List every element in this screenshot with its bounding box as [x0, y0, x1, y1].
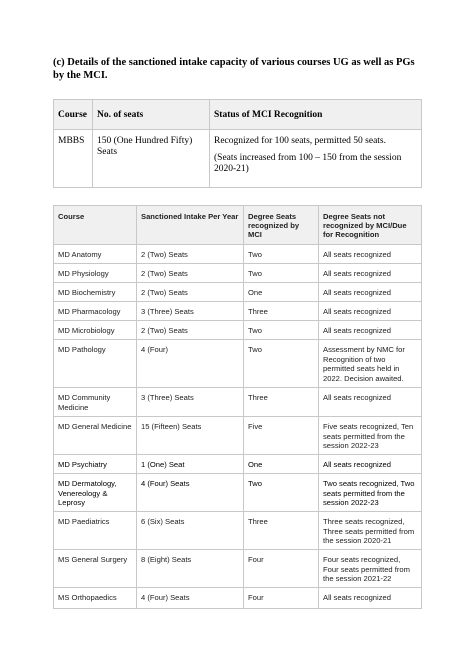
recognized-cell: Two — [244, 340, 319, 388]
table-row — [54, 321, 422, 340]
table-row — [54, 455, 422, 474]
not-recognized-cell: Two seats recognized, Two seats permitted from the session 2022-23 — [319, 474, 422, 512]
table-row — [54, 283, 422, 302]
table-row — [54, 130, 422, 188]
seats-cell: 150 (One Hundred Fifty) Seats — [93, 130, 210, 188]
intake-cell: 1 (One) Seat — [137, 455, 244, 474]
intake-cell: 2 (Two) Seats — [137, 264, 244, 283]
course-cell: MD Psychiatry — [54, 455, 137, 474]
course-cell: MD Physiology — [54, 264, 137, 283]
recognized-cell: Five — [244, 417, 319, 455]
column-header-seats: No. of seats — [93, 100, 210, 130]
recognized-cell: Two — [244, 245, 319, 264]
table-row — [54, 417, 422, 455]
status-cell — [210, 130, 422, 188]
course-cell: MD Pathology — [54, 340, 137, 388]
table-row — [54, 588, 422, 609]
course-cell: MD General Medicine — [54, 417, 137, 455]
intake-cell: 4 (Four) Seats — [137, 588, 244, 609]
recognized-cell: One — [244, 283, 319, 302]
recognized-cell: Three — [244, 302, 319, 321]
not-recognized-cell: All seats recognized — [319, 302, 422, 321]
course-cell: MS Orthopaedics — [54, 588, 137, 609]
recognized-cell: Four — [244, 550, 319, 588]
course-cell: MBBS — [54, 130, 93, 188]
course-cell: MD Paediatrics — [54, 512, 137, 550]
intake-cell: 3 (Three) Seats — [137, 388, 244, 417]
recognized-cell: Four — [244, 588, 319, 609]
column-header-course: Course — [54, 206, 137, 245]
course-cell: MD Community Medicine — [54, 388, 137, 417]
intake-cell: 2 (Two) Seats — [137, 245, 244, 264]
course-cell: MD Microbiology — [54, 321, 137, 340]
not-recognized-cell: Three seats recognized, Three seats permitted from the session 2020-21 — [319, 512, 422, 550]
course-cell: MD Anatomy — [54, 245, 137, 264]
status-line: Recognized for 100 seats, permitted 50 seats. — [214, 136, 387, 146]
recognized-cell: Two — [244, 264, 319, 283]
table-row — [54, 388, 422, 417]
table-row — [54, 512, 422, 550]
column-header-recognized: Degree Seats recognized by MCI — [244, 206, 319, 245]
recognized-cell: Two — [244, 474, 319, 512]
intake-cell: 2 (Two) Seats — [137, 321, 244, 340]
not-recognized-cell: All seats recognized — [319, 388, 422, 417]
column-header-sanctioned-intake: Sanctioned Intake Per Year — [137, 206, 244, 245]
status-note: (Seats increased from 100 – 150 from the session 2020-21) — [214, 153, 402, 174]
intake-cell: 6 (Six) Seats — [137, 512, 244, 550]
table-row — [54, 340, 422, 388]
not-recognized-cell: Assessment by NMC for Recognition of two permitted seats held in 2022. Decision awaited. — [319, 340, 422, 388]
intake-cell: 3 (Three) Seats — [137, 302, 244, 321]
intake-cell: 15 (Fifteen) Seats — [137, 417, 244, 455]
section-heading: (c) Details of the sanctioned intake capacity of various courses UG as well as PGs by the MCI. — [53, 57, 415, 81]
not-recognized-cell: All seats recognized — [319, 264, 422, 283]
not-recognized-cell: Five seats recognized, Ten seats permitted from the session 2022-23 — [319, 417, 422, 455]
recognized-cell: Three — [244, 388, 319, 417]
intake-cell: 4 (Four) Seats — [137, 474, 244, 512]
not-recognized-cell: Four seats recognized, Four seats permitted from the session 2021-22 — [319, 550, 422, 588]
table-row — [54, 474, 422, 512]
table-header-row — [54, 206, 422, 245]
intake-cell: 8 (Eight) Seats — [137, 550, 244, 588]
course-cell: MS General Surgery — [54, 550, 137, 588]
column-header-not-recognized: Degree Seats not recognized by MCI/Due for Recognition — [319, 206, 422, 245]
recognized-cell: One — [244, 455, 319, 474]
course-cell: MD Dermatology, Venereology & Leprosy — [54, 474, 137, 512]
not-recognized-cell: All seats recognized — [319, 283, 422, 302]
not-recognized-cell: All seats recognized — [319, 588, 422, 609]
mbbs-recognition-table — [53, 99, 422, 188]
column-header-status: Status of MCI Recognition — [210, 100, 422, 130]
not-recognized-cell: All seats recognized — [319, 455, 422, 474]
column-header-course: Course — [54, 100, 93, 130]
table-row — [54, 264, 422, 283]
recognized-cell: Two — [244, 321, 319, 340]
table-header-row — [54, 100, 422, 130]
pg-intake-table — [53, 205, 422, 609]
table-row — [54, 550, 422, 588]
table-row — [54, 302, 422, 321]
intake-cell: 4 (Four) — [137, 340, 244, 388]
intake-cell: 2 (Two) Seats — [137, 283, 244, 302]
not-recognized-cell: All seats recognized — [319, 321, 422, 340]
not-recognized-cell: All seats recognized — [319, 245, 422, 264]
table-row — [54, 245, 422, 264]
course-cell: MD Pharmacology — [54, 302, 137, 321]
recognized-cell: Three — [244, 512, 319, 550]
course-cell: MD Biochemistry — [54, 283, 137, 302]
